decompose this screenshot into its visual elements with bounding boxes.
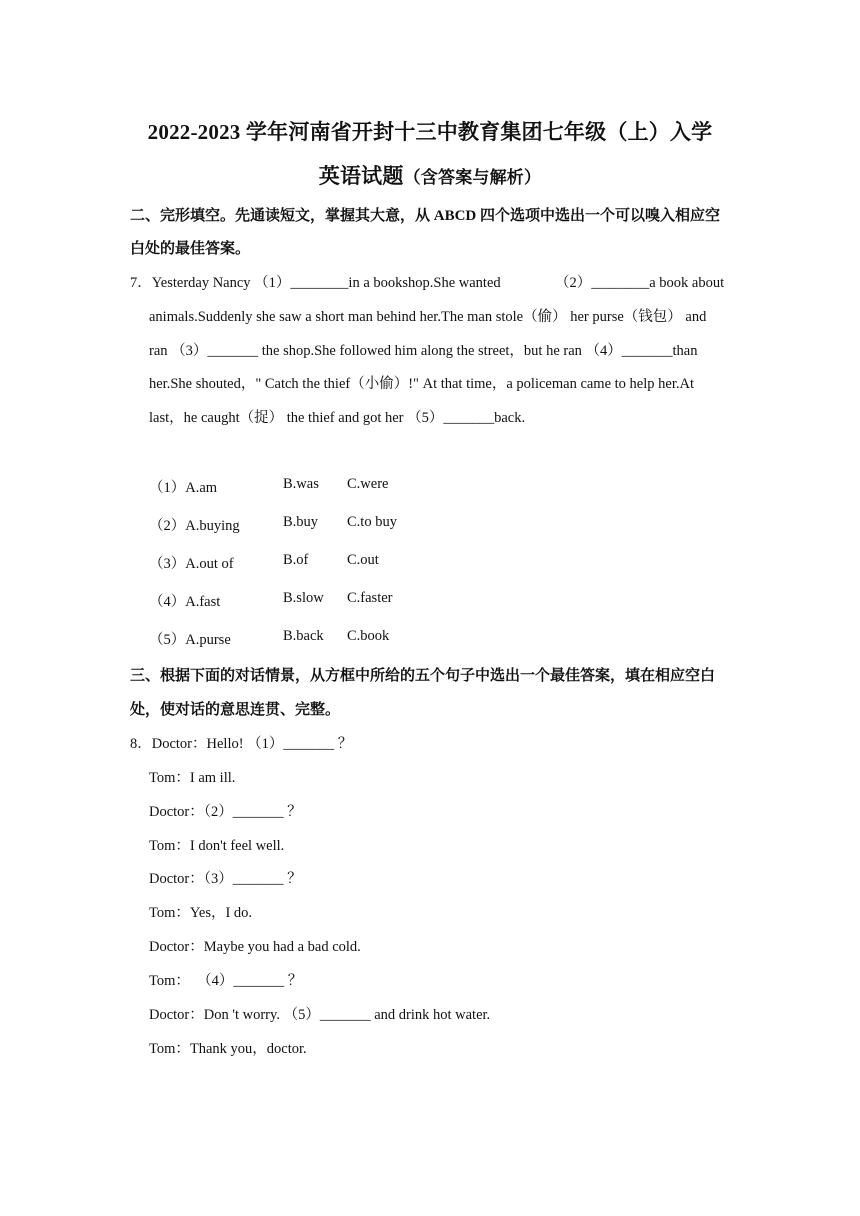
option-b: B.of [283,552,309,568]
q8-dialogue-line: Tom：Yes，I do. [149,905,253,921]
q7-option-row-3 [149,552,449,572]
q7-line5: last，he caught（捉） the thief and got her （5）_______back. [149,410,526,426]
option-b: B.buy [283,514,319,530]
option-b: B.was [283,476,319,492]
option-b: B.back [283,628,324,644]
document-title-line1: 2022-2023 学年河南省开封十三中教育集团七年级（上）入学 [147,120,713,144]
section3-heading-line1: 三、根据下面的对话情景，从方框中所给的五个句子中选出一个最佳答案，填在相应空白 [130,668,716,684]
option-a: （3）A.out of [149,556,234,572]
option-c: C.to buy [347,514,397,530]
q8-dialogue-line: Tom： （4）_______ ？ [149,973,303,989]
q8-dialogue-line: Tom：I don't feel well. [149,838,285,854]
q8-dialogue-line: Doctor：（3）_______ ？ [149,871,302,887]
option-a: （2）A.buying [149,518,240,534]
q8-dialogue-line: Doctor：Maybe you had a bad cold. [149,939,361,955]
q7-line3: ran （3）_______ the shop.She followed him along the street，but he ran （4）_______than [149,343,698,359]
option-b: B.slow [283,590,324,606]
q7-line4: her.She shouted，" Catch the thief（小偷）!" At that time，a policeman came to help her.At [149,376,694,392]
q7-option-row-5 [149,628,449,648]
document-title-note: （含答案与解析） [403,168,542,187]
q7-line1-left: 7．Yesterday Nancy （1）________in a bookshop.She wanted [130,275,501,291]
document-title-line2 [0,160,860,190]
option-c: C.book [347,628,390,644]
q8-dialogue-line: Tom：Thank you，doctor. [149,1041,307,1057]
q8-dialogue-line: 8．Doctor：Hello! （1）_______ ？ [130,736,353,752]
document-title-main: 英语试题 [318,164,404,188]
q8-dialogue-line: Doctor：Don 't worry. （5）_______ and drink hot water. [149,1007,491,1023]
q7-option-row-1 [149,476,449,496]
option-c: C.faster [347,590,393,606]
q7-line2: animals.Suddenly she saw a short man behind her.The man stole（偷） her purse（钱包） and [149,309,707,325]
q7-option-row-4 [149,590,449,610]
section3-heading-line2: 处，使对话的意思连贯、完整。 [130,702,341,718]
section2-heading-line1: 二、完形填空。先通读短文，掌握其大意，从 ABCD 四个选项中选出一个可以嗅入相应空 [130,208,721,224]
option-a: （5）A.purse [149,632,231,648]
option-a: （4）A.fast [149,594,221,610]
q8-dialogue-line: Tom：I am ill. [149,770,236,786]
option-c: C.out [347,552,379,568]
q7-option-row-2 [149,514,449,534]
section2-heading-line2: 白处的最佳答案。 [130,241,251,257]
option-a: （1）A.am [149,480,218,496]
q7-line1-right: （2）________a book about [555,275,725,291]
option-c: C.were [347,476,389,492]
q8-dialogue-line: Doctor：（2）_______ ？ [149,804,302,820]
